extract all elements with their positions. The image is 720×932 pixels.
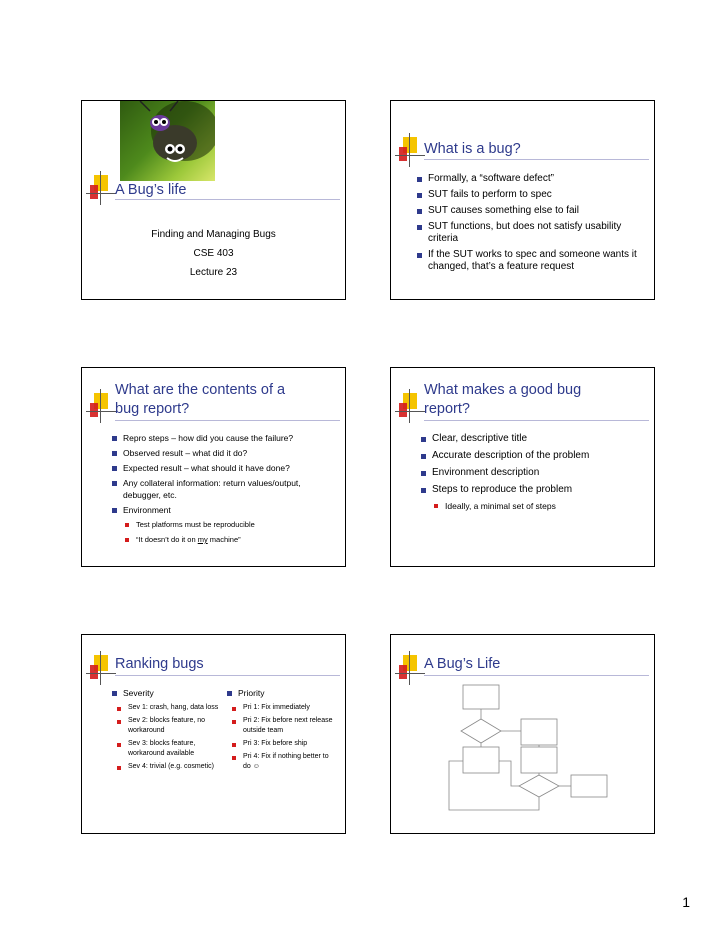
- list-item: SUT fails to perform to spec: [417, 189, 649, 201]
- flowchart-decision: [519, 775, 559, 797]
- list-subitem: Ideally, a minimal set of steps: [434, 500, 649, 512]
- slide-good-bug-report: [390, 367, 655, 567]
- list-item: SUT functions, but does not satisfy usability criteria: [417, 221, 649, 245]
- slide-decoration-icon: [399, 137, 423, 167]
- slide-title-text: Ranking bugs: [115, 656, 204, 672]
- slide-title-text: A Bug’s Life: [424, 656, 501, 672]
- slide-ranking-bugs: [81, 634, 346, 834]
- list-item: Severity: [112, 687, 220, 699]
- list-item: Observed result – what did it do?: [112, 447, 340, 459]
- slide-decoration-icon: [90, 175, 114, 205]
- list-subitem: Sev 3: blocks feature, workaround available: [117, 739, 220, 759]
- list-item: Clear, descriptive title: [421, 433, 649, 445]
- list-item: Expected result – what should it have done?: [112, 462, 340, 474]
- list-item: Environment: [112, 504, 340, 516]
- list-subitem: Pri 3: Fix before ship: [232, 739, 337, 749]
- slide-decoration-icon: [90, 655, 114, 685]
- slide-title-text: A Bug’s life: [115, 182, 187, 198]
- list-subitem: Pri 1: Fix immediately: [232, 703, 337, 713]
- subtitle-line: Lecture 23: [189, 267, 238, 278]
- slide-title: [81, 100, 346, 300]
- list-item: Priority: [227, 687, 337, 699]
- list-subitem: Sev 1: crash, hang, data loss: [117, 703, 220, 713]
- list-item: Any collateral information: return values/output, debugger, etc.: [112, 477, 340, 501]
- slide-title-text: What makes a good bug report?: [424, 382, 582, 417]
- subtitle-line: Finding and Managing Bugs: [151, 229, 276, 240]
- priority-list: [227, 687, 337, 775]
- list-item: Repro steps – how did you cause the failure?: [112, 432, 340, 444]
- list-subitem: Sev 4: trivial (e.g. cosmetic): [117, 762, 220, 772]
- subtitle-block: [82, 225, 345, 282]
- severity-list: [112, 687, 220, 775]
- list-subitem: “It doesn’t do it on my machine”: [125, 534, 340, 546]
- list-item: Steps to reproduce the problem: [421, 484, 649, 496]
- flowchart-box: [521, 719, 557, 745]
- slide-bug-lifecycle: [390, 634, 655, 834]
- list-item: SUT causes something else to fail: [417, 205, 649, 217]
- subtitle-line: CSE 403: [193, 248, 234, 259]
- list-subitem: Test platforms must be reproducible: [125, 519, 340, 531]
- list-subitem: Sev 2: blocks feature, no workaround: [117, 716, 220, 736]
- flowchart-box: [521, 747, 557, 773]
- slide-what-is-a-bug: [390, 100, 655, 300]
- list-subitem: Pri 2: Fix before next release outside team: [232, 716, 337, 736]
- slide-decoration-icon: [399, 393, 423, 423]
- slide-decoration-icon: [90, 393, 114, 423]
- lifecycle-flowchart: [391, 635, 655, 834]
- list-subitem: Pri 4: Fix if nothing better to do ☺: [232, 752, 337, 772]
- bug-photo-image: [120, 101, 215, 181]
- list-item: Formally, a “software defect”: [417, 173, 649, 185]
- bullet-list: [112, 432, 340, 549]
- flowchart-decision: [461, 719, 501, 743]
- list-item: Environment description: [421, 467, 649, 479]
- bullet-list: [421, 433, 649, 515]
- slide-bug-report-contents: [81, 367, 346, 567]
- list-item: If the SUT works to spec and someone wants it changed, that’s a feature request: [417, 249, 649, 273]
- slide-title-text: What are the contents of a bug report?: [115, 382, 286, 417]
- flowchart-box: [463, 685, 499, 709]
- list-item: Accurate description of the problem: [421, 450, 649, 462]
- slide-title-text: What is a bug?: [424, 141, 521, 157]
- flowchart-box: [463, 747, 499, 773]
- bullet-list: [417, 173, 649, 276]
- flowchart-box: [571, 775, 607, 797]
- page-number: 1: [682, 894, 690, 910]
